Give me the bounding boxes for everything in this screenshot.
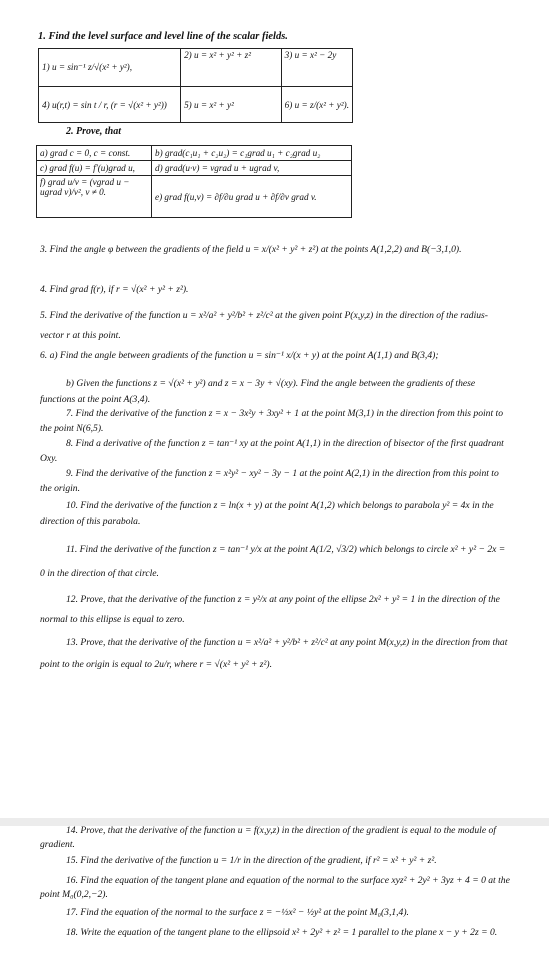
task-1-item-1: 1) u = sin⁻¹ z/√(x² + y²), <box>39 49 181 87</box>
task-2-title: 2. Prove, that <box>66 126 121 137</box>
task-1-item-4: 4) u(r,t) = sin t / r, (r = √(x² + y²)) <box>39 87 181 123</box>
task-1-item-6: 6) u = z/(x² + y²). <box>281 87 352 123</box>
problem-7: 7. Find the derivative of the function z = x − 3x²y + 3xy² + 1 at the point M(3,1) in the direction from this point to the point N(6,5). <box>40 408 503 434</box>
task-2-item-f: f) grad u/v = (vgrad u − ugrad v)/v², v ≠ 0. <box>37 176 152 218</box>
problem-8: 8. Find a derivative of the function z = tan⁻¹ xy at the point A(1,1) in the direction of bisector of the first quadrant Oxy. <box>40 438 504 464</box>
problem-10: 10. Find the derivative of the function z = ln(x + y) at the point A(1,2) which belongs to parabola y² = 4x in the direction of this parabola. <box>40 500 494 527</box>
task-1-table <box>38 48 353 123</box>
task-2-table <box>36 145 352 218</box>
problem-12: 12. Prove, that the derivative of the function z = y²/x at any point of the ellipse 2x² + y² = 1 in the direction of the normal to this ellipse is equal to zero. <box>40 594 500 625</box>
problem-11: 11. Find the derivative of the function z = tan⁻¹ y/x at the point A(1/2, √3/2) which belongs to circle x² + y² − 2x = 0 in the direction of that circle. <box>40 544 506 579</box>
problem-17: 17. Find the equation of the normal to the surface z = −½x² − ½y² at the point M₀(3,1,4). <box>66 907 409 918</box>
worksheet-page-2 <box>0 826 549 960</box>
problem-4: 4. Find grad f(r), if r = √(x² + y² + z²). <box>40 284 189 295</box>
problem-16: 16. Find the equation of the tangent plane and equation of the normal to the surface xyz² + 2y² + 3yz + 4 = 0 at the point M₀(0,2,−2). <box>40 875 510 900</box>
problem-18: 18. Write the equation of the tangent plane to the ellipsoid x² + 2y² + z² = 1 parallel to the plane x − y + 2z = 0. <box>66 927 498 938</box>
task-2-item-d: d) grad(u·v) = vgrad u + ugrad v, <box>152 161 352 176</box>
problem-14: 14. Prove, that the derivative of the function u = f(x,y,z) in the direction of the gradient is equal to the module of gradient. <box>40 826 496 850</box>
task-2-item-b: b) grad(c₁u₁ + c₂u₂) = c₁grad u₁ + c₂grad u₂ <box>152 146 352 161</box>
problem-9: 9. Find the derivative of the function z = x²y² − xy² − 3y − 1 at the point A(2,1) in the direction from this point to the origin. <box>40 468 499 494</box>
task-2-item-c: c) grad f(u) = f′(u)grad u, <box>37 161 152 176</box>
problem-15: 15. Find the derivative of the function u = 1/r in the direction of the gradient, if r² = x² + y² + z². <box>66 855 437 866</box>
task-2-item-a: a) grad c = 0, c = const. <box>37 146 152 161</box>
task-1-item-2: 2) u = x² + y² + z² <box>181 49 282 87</box>
task-1-item-3: 3) u = x² − 2y <box>281 49 352 87</box>
problem-3: 3. Find the angle φ between the gradients of the field u = x/(x² + y² + z²) at the points A(1,2,2) and B(−3,1,0). <box>40 244 462 255</box>
problem-6a: 6. a) Find the angle between gradients of the function u = sin⁻¹ x/(x + y) at the point A(1,1) and B(3,4); <box>40 350 439 361</box>
problem-6b: b) Given the functions z = √(x² + y²) and z = x − 3y + √(xy). Find the angle between the gradients of these functions at the point A(3,4). <box>40 378 476 405</box>
problem-13: 13. Prove, that the derivative of the function u = x²/a² + y²/b² + z²/c² at any point M(x,y,z) in the direction from that point to the origin is equal to 2u/r, where r = √(x² + y² + z²). <box>40 637 508 670</box>
task-1-title: 1. Find the level surface and level line of the scalar fields. <box>38 31 288 42</box>
task-1-item-5: 5) u = x² + y² <box>181 87 282 123</box>
task-2-item-e: e) grad f(u,v) = ∂f/∂u grad u + ∂f/∂v grad v. <box>152 176 352 218</box>
problem-5: 5. Find the derivative of the function u = x²/a² + y²/b² + z²/c² at the given point P(x,y,z) in the direction of the radius-vector r at this point. <box>40 310 488 341</box>
